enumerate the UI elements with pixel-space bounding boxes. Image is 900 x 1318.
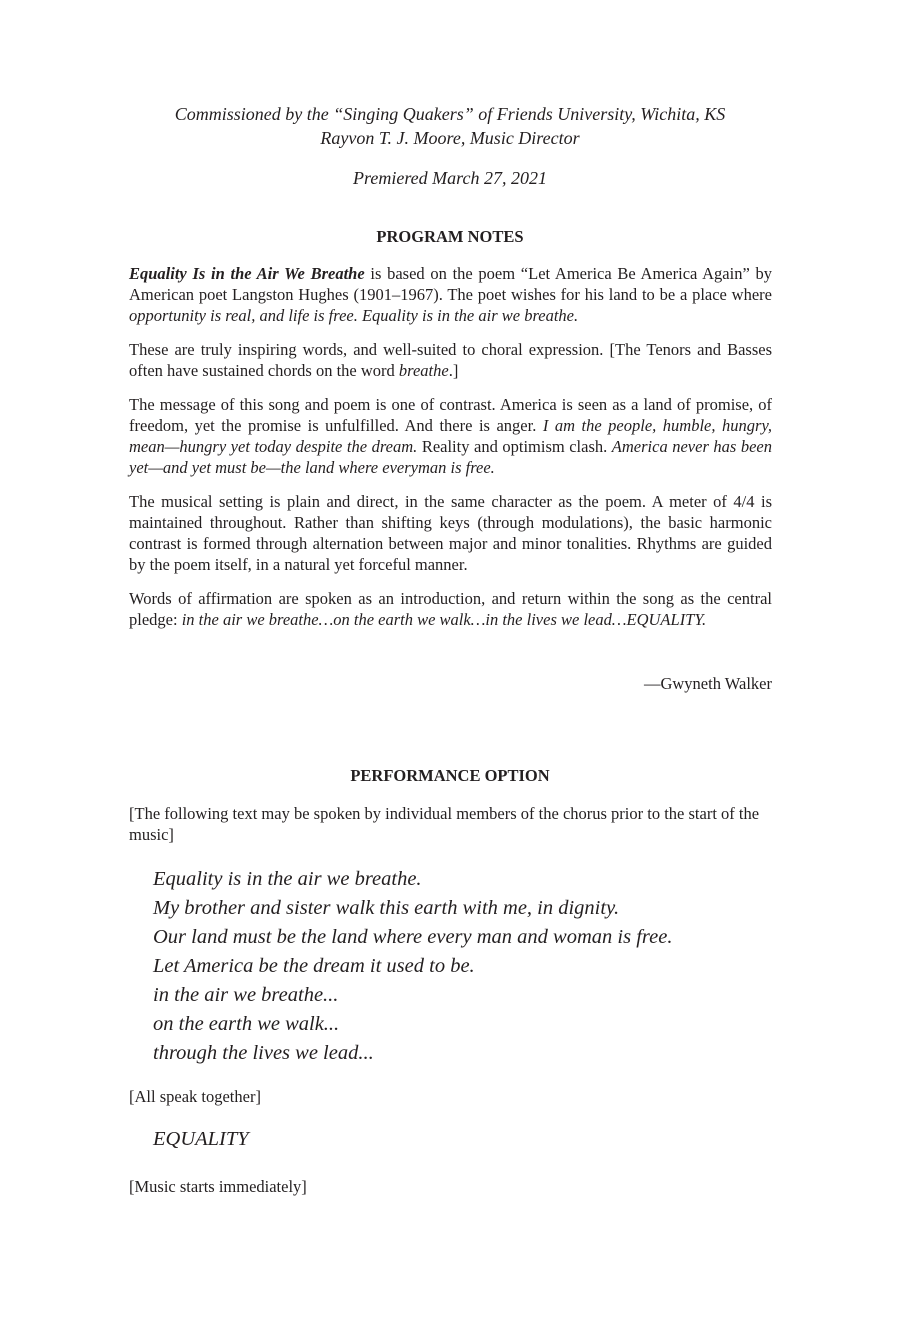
- poem-line: Let America be the dream it used to be.: [153, 955, 475, 977]
- poem-line: through the lives we lead...: [153, 1042, 374, 1064]
- poem-line: Our land must be the land where every man and woman is free.: [153, 926, 673, 948]
- all-speak-direction: [All speak together]: [129, 1087, 261, 1106]
- note-paragraph-4: The musical setting is plain and direct, in the same character as the poem. A meter of 4/4 is maintained throughout. Rather than shifting keys (through modulations), the basic harmonic contrast is formed through alternation between major and minor tonalities. Rhythms are guided by the poem itself, in a natural yet forceful manner.: [129, 492, 772, 574]
- program-notes-heading: PROGRAM NOTES: [376, 227, 524, 246]
- poem-line: on the earth we walk...: [153, 1013, 340, 1035]
- poem-line: Equality is in the air we breathe.: [153, 868, 422, 890]
- note-paragraph-5: Words of affirmation are spoken as an introduction, and return within the song as the central pledge: in the air we breathe…on the earth we walk…in the lives we lead…EQUALITY.: [129, 589, 772, 629]
- commission-line: Commissioned by the “Singing Quakers” of Friends University, Wichita, KS: [174, 104, 726, 124]
- music-director-line: Rayvon T. J. Moore, Music Director: [320, 128, 580, 148]
- note-paragraph-3: The message of this song and poem is one of contrast. America is seen as a land of promise, of freedom, yet the promise is unfulfilled. And there is anger. I am the people, humble, hungry, mean—hungry yet today despite the dream. Reality and optimism clash. America never has been yet—and yet must be—the land where everyman is free.: [129, 395, 772, 477]
- work-title: Equality Is in the Air We Breathe: [129, 264, 365, 283]
- performance-intro: [The following text may be spoken by individual members of the chorus prior to the start of the music]: [129, 804, 760, 844]
- author-signature: —Gwyneth Walker: [643, 674, 772, 693]
- performance-option-heading: PERFORMANCE OPTION: [350, 766, 550, 785]
- spoken-poem: [153, 865, 672, 1068]
- premiere-line: Premiered March 27, 2021: [353, 168, 547, 188]
- equality-spoken-word: EQUALITY: [153, 1128, 249, 1150]
- music-starts-direction: [Music starts immediately]: [129, 1177, 307, 1196]
- poem-line: My brother and sister walk this earth with me, in dignity.: [153, 897, 620, 919]
- poem-line: in the air we breathe...: [153, 984, 339, 1006]
- note-paragraph-2: These are truly inspiring words, and well-suited to choral expression. [The Tenors and Basses often have sustained chords on the word breathe.]: [129, 340, 772, 380]
- program-notes-body: [129, 263, 772, 630]
- note-paragraph-1: Equality Is in the Air We Breathe is based on the poem “Let America Be America Again” by American poet Langston Hughes (1901–1967). The poet wishes for his land to be a place where opportunity is real, and life is free. Equality is in the air we breathe.: [129, 264, 772, 325]
